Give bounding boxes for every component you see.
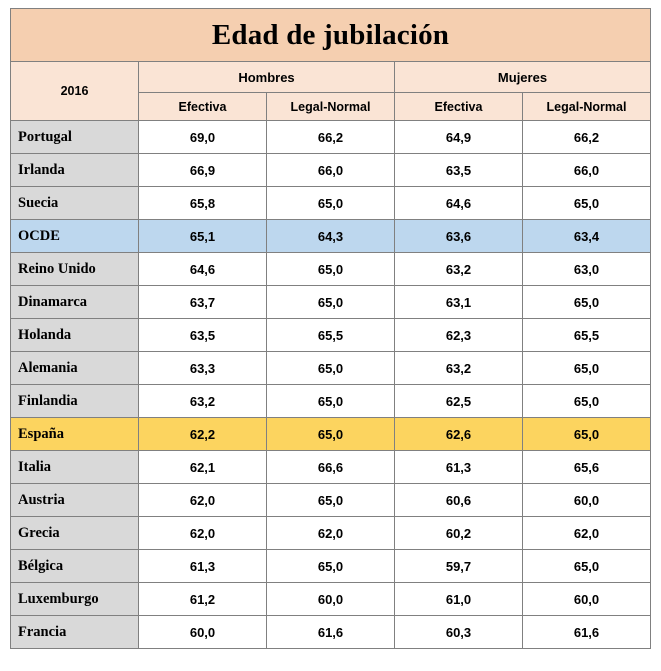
table-row — [11, 550, 651, 583]
row-hombres-efectiva: 62,0 — [139, 517, 267, 550]
row-country: Grecia — [11, 517, 139, 550]
table-row-highlight-espana — [11, 418, 651, 451]
row-hombres-legal: 65,0 — [267, 385, 395, 418]
table-row — [11, 484, 651, 517]
row-hombres-legal: 65,5 — [267, 319, 395, 352]
row-hombres-legal: 65,0 — [267, 286, 395, 319]
row-country: Suecia — [11, 187, 139, 220]
row-mujeres-legal: 65,0 — [523, 352, 651, 385]
table-row — [11, 451, 651, 484]
row-hombres-legal: 60,0 — [267, 583, 395, 616]
table-row — [11, 253, 651, 286]
row-mujeres-legal: 65,5 — [523, 319, 651, 352]
row-mujeres-legal: 63,0 — [523, 253, 651, 286]
row-hombres-legal: 62,0 — [267, 517, 395, 550]
row-hombres-legal: 65,0 — [267, 550, 395, 583]
row-mujeres-legal: 66,2 — [523, 121, 651, 154]
row-mujeres-efectiva: 64,9 — [395, 121, 523, 154]
retirement-age-table — [10, 8, 651, 649]
row-hombres-legal: 66,6 — [267, 451, 395, 484]
row-country: OCDE — [11, 220, 139, 253]
row-hombres-efectiva: 62,2 — [139, 418, 267, 451]
row-hombres-legal: 65,0 — [267, 418, 395, 451]
row-country: España — [11, 418, 139, 451]
table-row-highlight-ocde — [11, 220, 651, 253]
row-hombres-legal: 66,0 — [267, 154, 395, 187]
row-hombres-efectiva: 65,1 — [139, 220, 267, 253]
row-mujeres-legal: 60,0 — [523, 484, 651, 517]
row-mujeres-legal: 65,0 — [523, 187, 651, 220]
row-mujeres-efectiva: 64,6 — [395, 187, 523, 220]
table-row — [11, 319, 651, 352]
row-hombres-efectiva: 63,7 — [139, 286, 267, 319]
subheader-mujeres-legal: Legal-Normal — [523, 93, 651, 121]
row-mujeres-legal: 66,0 — [523, 154, 651, 187]
row-country: Finlandia — [11, 385, 139, 418]
row-hombres-efectiva: 64,6 — [139, 253, 267, 286]
table-row — [11, 583, 651, 616]
row-mujeres-efectiva: 62,6 — [395, 418, 523, 451]
row-hombres-legal: 65,0 — [267, 484, 395, 517]
row-hombres-efectiva: 61,3 — [139, 550, 267, 583]
row-country: Portugal — [11, 121, 139, 154]
table-row — [11, 385, 651, 418]
row-hombres-legal: 61,6 — [267, 616, 395, 649]
row-hombres-efectiva: 66,9 — [139, 154, 267, 187]
row-country: Dinamarca — [11, 286, 139, 319]
row-mujeres-efectiva: 62,5 — [395, 385, 523, 418]
row-mujeres-legal: 62,0 — [523, 517, 651, 550]
table-row — [11, 286, 651, 319]
subheader-hombres-legal: Legal-Normal — [267, 93, 395, 121]
row-hombres-efectiva: 62,0 — [139, 484, 267, 517]
table-row — [11, 352, 651, 385]
row-mujeres-efectiva: 61,0 — [395, 583, 523, 616]
table-row — [11, 187, 651, 220]
row-mujeres-efectiva: 63,5 — [395, 154, 523, 187]
row-mujeres-efectiva: 63,6 — [395, 220, 523, 253]
row-mujeres-efectiva: 60,6 — [395, 484, 523, 517]
subheader-mujeres-efectiva: Efectiva — [395, 93, 523, 121]
row-mujeres-efectiva: 60,2 — [395, 517, 523, 550]
group-header-mujeres: Mujeres — [395, 62, 651, 93]
page-title: Edad de jubilación — [11, 9, 651, 62]
row-country: Holanda — [11, 319, 139, 352]
row-mujeres-legal: 63,4 — [523, 220, 651, 253]
row-country: Austria — [11, 484, 139, 517]
row-country: Alemania — [11, 352, 139, 385]
table-row — [11, 616, 651, 649]
row-country: Bélgica — [11, 550, 139, 583]
row-mujeres-legal: 65,6 — [523, 451, 651, 484]
row-hombres-legal: 66,2 — [267, 121, 395, 154]
row-hombres-efectiva: 60,0 — [139, 616, 267, 649]
row-mujeres-legal: 65,0 — [523, 286, 651, 319]
row-hombres-efectiva: 65,8 — [139, 187, 267, 220]
row-mujeres-efectiva: 63,2 — [395, 352, 523, 385]
row-mujeres-legal: 65,0 — [523, 550, 651, 583]
row-mujeres-legal: 61,6 — [523, 616, 651, 649]
row-mujeres-efectiva: 61,3 — [395, 451, 523, 484]
row-hombres-efectiva: 69,0 — [139, 121, 267, 154]
row-country: Irlanda — [11, 154, 139, 187]
row-hombres-legal: 65,0 — [267, 253, 395, 286]
row-mujeres-efectiva: 60,3 — [395, 616, 523, 649]
row-country: Luxemburgo — [11, 583, 139, 616]
row-hombres-legal: 65,0 — [267, 187, 395, 220]
group-header-hombres: Hombres — [139, 62, 395, 93]
row-hombres-efectiva: 63,2 — [139, 385, 267, 418]
row-mujeres-efectiva: 59,7 — [395, 550, 523, 583]
row-hombres-legal: 64,3 — [267, 220, 395, 253]
table-row — [11, 121, 651, 154]
row-hombres-efectiva: 61,2 — [139, 583, 267, 616]
row-mujeres-efectiva: 63,2 — [395, 253, 523, 286]
table-row — [11, 154, 651, 187]
year-label: 2016 — [11, 62, 139, 121]
row-country: Italia — [11, 451, 139, 484]
row-mujeres-efectiva: 63,1 — [395, 286, 523, 319]
table-row — [11, 517, 651, 550]
row-mujeres-efectiva: 62,3 — [395, 319, 523, 352]
row-mujeres-legal: 60,0 — [523, 583, 651, 616]
row-country: Francia — [11, 616, 139, 649]
row-hombres-legal: 65,0 — [267, 352, 395, 385]
row-country: Reino Unido — [11, 253, 139, 286]
row-hombres-efectiva: 63,3 — [139, 352, 267, 385]
title-row — [11, 9, 651, 62]
row-mujeres-legal: 65,0 — [523, 418, 651, 451]
row-hombres-efectiva: 62,1 — [139, 451, 267, 484]
group-header-row — [11, 62, 651, 93]
row-hombres-efectiva: 63,5 — [139, 319, 267, 352]
row-mujeres-legal: 65,0 — [523, 385, 651, 418]
subheader-hombres-efectiva: Efectiva — [139, 93, 267, 121]
